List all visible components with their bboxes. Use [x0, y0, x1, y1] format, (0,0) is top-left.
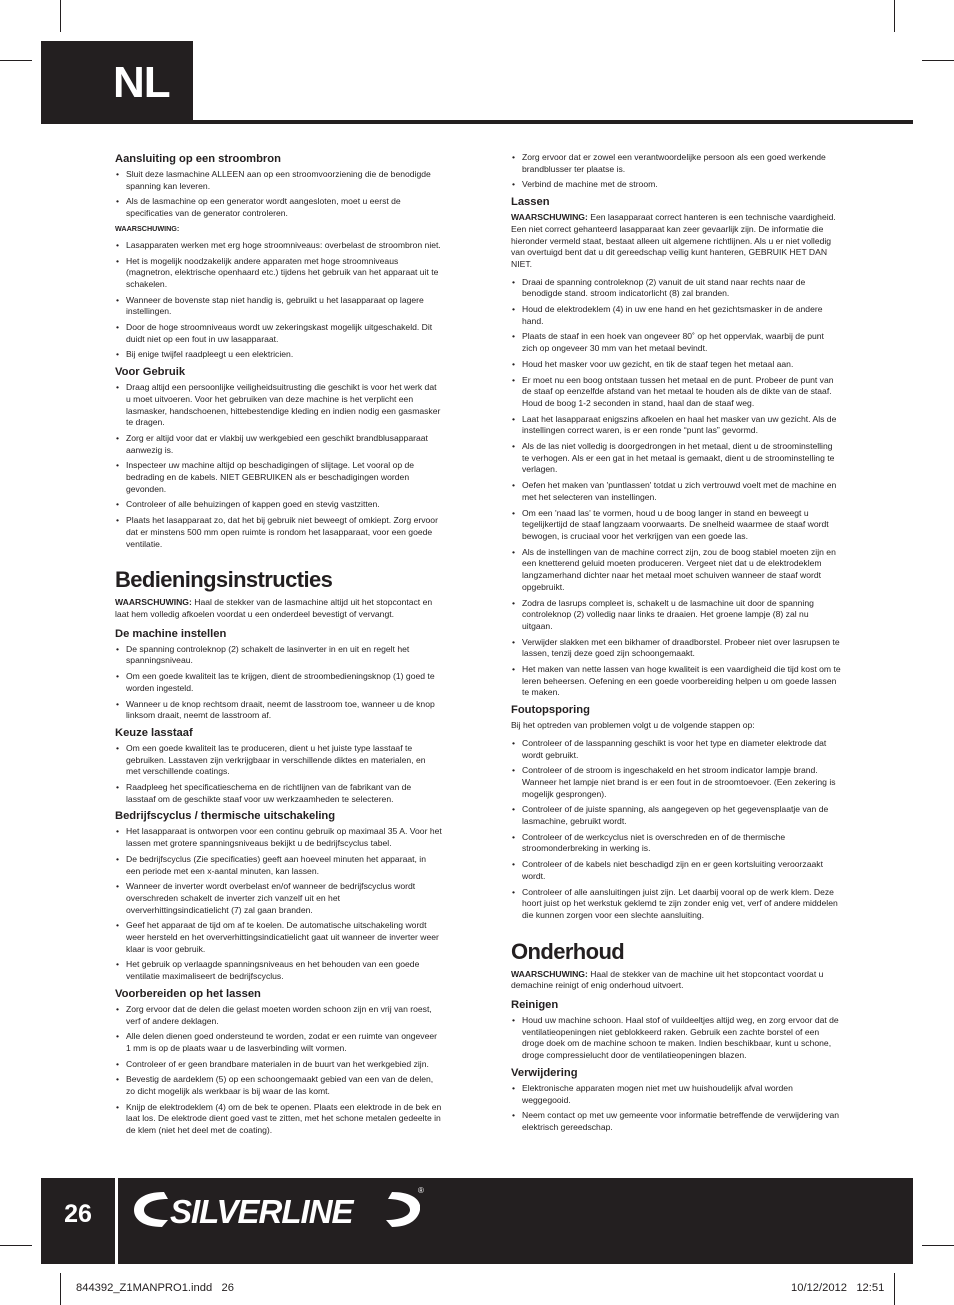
list-item: • Draai de spanning controleknop (2) vanuit de uit stand naar rechts naar de benodigde stand. stroom indicatorlicht (8) zal branden. — [511, 277, 841, 300]
silverline-logo — [130, 1184, 420, 1234]
list-item: • Het lasapparaat is ontworpen voor een continu gebruik op maximaal 35 A. Voor het lassen met grotere spanningsniveaus bekijkt u de bedrijfscyclus tabel. — [115, 826, 442, 849]
bullet-list — [511, 277, 841, 700]
bullet-list — [511, 1015, 841, 1062]
list-item: • Controleer of er geen brandbare materialen in de buurt van het werkgebied zijn. — [115, 1059, 442, 1071]
bullet-list — [511, 152, 841, 191]
bullet-list — [115, 382, 442, 550]
list-item: • Zodra de lasrups compleet is, schakelt u de lasmachine uit door de spanning controleknop (2) volledig naar links te draaien. Het groene lampje (8) zal nu uitgaan. — [511, 598, 841, 633]
crop-mark — [0, 1245, 32, 1246]
left-column — [115, 152, 442, 1141]
section-heading: Lassen — [511, 196, 550, 209]
bullet-list — [511, 1083, 841, 1134]
list-item: • Als de lasmachine op een generator wordt aangesloten, moet u eerst de specificaties van de generator controleren. — [115, 196, 442, 219]
crop-mark — [922, 60, 954, 61]
date-slug: 10/12/2012 12:51 — [791, 1282, 885, 1294]
warning-text: Haal de stekker van de lasmachine altijd uit het stopcontact en laat hem volledig afkoelen voordat u een onderdeel bevestigt of vervangt. — [115, 597, 433, 619]
page-number: 26 — [64, 1200, 92, 1228]
list-item: • Houd uw machine schoon. Haal stof of vuildeeltjes altijd weg, en zorg ervoor dat de ventilatieopeningen niet geblokkeerd raken. Gebruik een zachte borstel of een droge doek om de machine schoon te maken. Indien beschikbaar, kunt u schone, droge compressielucht door de ventilatieopeningen blazen. — [511, 1015, 841, 1062]
list-item: • Houd de elektrodeklem (4) in uw ene hand en het gezichtsmasker in de andere hand. — [511, 304, 841, 327]
list-item: • Bevestig de aardeklem (5) op een schoongemaakt gebied van een van de delen, zo dicht mogelijk als werkbaar is bij waar de las komt. — [115, 1074, 442, 1097]
chapter-title: Onderhoud — [511, 938, 625, 964]
list-item: • Elektronische apparaten mogen niet met uw huishoudelijk afval worden weggegooid. — [511, 1083, 841, 1106]
section-heading: Foutopsporing — [511, 704, 590, 717]
list-item: • Controleer of de stroom is ingeschakeld en het stroom indicator lampje brand. Wanneer het lampje niet brand is er een fout in de stroomtoevoer. (Een zekering is mogelijk gesprongen). — [511, 765, 841, 800]
list-item: • Controleer of de kabels niet beschadigd zijn en er geen kortsluiting veroorzaakt wordt. — [511, 859, 841, 882]
warning-label: WAARSCHUWING: — [511, 968, 588, 979]
list-item: • Als de instellingen van de machine correct zijn, zou de boog stabiel moeten zijn en een knetterend geluid moeten produceren. Vergeet niet dat u de elektrodeklem langzamerhand dichter naar het metaal moet schuiven wanneer de staaf wordt opgebruikt. — [511, 547, 841, 594]
list-item: • Houd het masker voor uw gezicht, en tik de staaf tegen het metaal aan. — [511, 359, 841, 371]
list-item: • Door de hoge stroomniveaus wordt uw zekeringskast mogelijk uitgeschakeld. Dit duidt niet op een fout in uw lasapparaat. — [115, 322, 442, 345]
right-column — [511, 152, 841, 1138]
header-rule — [193, 120, 913, 124]
file-slug: 844392_Z1MANPRO1.indd 26 — [76, 1282, 234, 1294]
intro-paragraph: Bij het optreden van problemen volgt u de volgende stappen op: — [511, 720, 755, 731]
list-item: • Draag altijd een persoonlijke veiligheidsuitrusting die geschikt is voor het werk dat u moet uitvoeren. Voor het gebruiken van deze machine is het verplicht een lasmasker, handschoenen, hittebestendige kleding en indien nodig een gasmasker te dragen. — [115, 382, 442, 429]
crop-mark — [60, 0, 61, 32]
list-item: • Zorg er altijd voor dat er vlakbij uw werkgebied een geschikt brandblusapparaat aanwezig is. — [115, 433, 442, 456]
list-item: • Raadpleeg het specificatieschema en de richtlijnen van de fabrikant van de lasstaaf om de geschikte staaf voor uw werkzaamheden te selecteren. — [115, 782, 442, 805]
list-item: • Er moet nu een boog ontstaan tussen het metaal en de punt. Probeer de punt van de staaf op eenzelfde afstand van het metaal te houden als de dikte van de staaf. Houd de boog 1-2 seconden in stand, haal dan de staaf weg. — [511, 375, 841, 410]
logo-wordmark: SILVERLINE — [170, 1193, 353, 1230]
list-item: • Het maken van nette lassen van hoge kwaliteit is een vaardigheid die tijd kost om te leren beheersen. Oefening en een goede voorbereiding helpen u om goede lassen te maken. — [511, 664, 841, 699]
crop-mark — [60, 1273, 61, 1305]
list-item: • Neem contact op met uw gemeente voor informatie betreffende de verwijdering van elektrisch gereedschap. — [511, 1110, 841, 1133]
bullet-list — [115, 1004, 442, 1137]
list-item: • Controleer of alle behuizingen of kappen goed en stevig vastzitten. — [115, 499, 442, 511]
list-item: • Het gebruik op verlaagde spanningsniveaus en het behouden van een goede ventilatie maximaliseert de bedrijfscyclus. — [115, 959, 442, 982]
list-item: • De spanning controleknop (2) schakelt de lasinverter in en uit en regelt het spanningsniveau. — [115, 644, 442, 667]
section-heading: Voor Gebruik — [115, 366, 186, 379]
language-tab: NL — [41, 41, 193, 124]
bullet-list — [115, 240, 442, 361]
list-item: • Geef het apparaat de tijd om af te koelen. De automatische uitschakeling wordt weer hersteld en het oververhittingsindicatielicht gaat uit wanneer de inverter weer klaar is voor gebruik. — [115, 920, 442, 955]
list-item: • Als de las niet volledig is doorgedrongen in het metaal, dient u de stroominstelling te verhogen. Als er een gat in het metaal is gemaakt, dient u de stroominstelling te verlagen. — [511, 441, 841, 476]
list-item: • Om een goede kwaliteit las te krijgen, dient de stroombedieningsknop (1) goed te worden ingesteld. — [115, 671, 442, 694]
list-item: • Wanneer de bovenste stap niet handig is, gebruikt u het lasapparaat op lagere instellingen. — [115, 295, 442, 318]
crop-mark — [894, 1273, 895, 1305]
crop-mark — [894, 0, 895, 32]
list-item: • Zorg ervoor dat de delen die gelast moeten worden schoon zijn en vrij van roest, verf of andere deklagen. — [115, 1004, 442, 1027]
list-item: • Om een goede kwaliteit las te produceren, dient u het juiste type lasstaaf te gebruiken. Lasstaven zijn verkrijgbaar in verschillende diktes en materialen, en met verschillende coatings. — [115, 743, 442, 778]
bullet-list — [115, 826, 442, 982]
bullet-list — [511, 738, 841, 922]
section-heading: Reinigen — [511, 999, 559, 1012]
list-item: • Bij enige twijfel raadpleegt u een elektricien. — [115, 349, 442, 361]
registered-mark: ® — [418, 1186, 424, 1195]
list-item: • Inspecteer uw machine altijd op beschadigingen of slijtage. Let vooral op de bedrading en de kabels. NIET GEBRUIKEN als er beschadigingen worden gevonden. — [115, 460, 442, 495]
chapter-title: Bedieningsinstructies — [115, 567, 333, 593]
list-item: • Zorg ervoor dat er zowel een verantwoordelijke persoon als een goed werkende brandblusser ter plaatse is. — [511, 152, 841, 175]
bullet-list — [115, 169, 442, 220]
crop-mark — [0, 60, 32, 61]
list-item: • Controleer of de werkcyclus niet is overschreden en of de thermische stroomonderbreking in werking is. — [511, 832, 841, 855]
list-item: • Oefen het maken van 'puntlassen' totdat u zich vertrouwd voelt met de machine en met het selecteren van instellingen. — [511, 480, 841, 503]
list-item: • Lasapparaten werken met erg hoge stroomniveaus: overbelast de stroombron niet. — [115, 240, 442, 252]
bullet-list — [115, 743, 442, 806]
list-item: • Verwijder slakken met een bikhamer of draadborstel. Probeer niet over lasrupsen te lassen, tenzij deze goed zijn schoongemaakt. — [511, 637, 841, 660]
footer-divider — [115, 1178, 118, 1264]
warning-paragraph — [115, 597, 442, 620]
list-item: • Wanneer u de knop rechtsom draait, neemt de lasstroom toe, wanneer u de knop linksom draait, neemt de lasstroom af. — [115, 699, 442, 722]
section-heading: Verwijdering — [511, 1066, 578, 1079]
crop-mark — [922, 1245, 954, 1246]
warning-label: WAARSCHUWING: — [115, 223, 180, 233]
section-heading: Keuze lasstaaf — [115, 726, 193, 739]
section-heading: Aansluiting op een stroombron — [115, 153, 281, 165]
list-item: • Controleer of alle aansluitingen juist zijn. Let daarbij vooral op de werk klem. Deze hoort juist op het werkstuk geklemd te zijn zonder enig vet, verf of andere middelen die kunnen zorgen voor een slechte aansluiting. — [511, 887, 841, 922]
logo-swoosh-right-icon — [386, 1192, 420, 1227]
list-item: • Controleer of de juiste spanning, als aangegeven op het gegevensplaatje van de lasmachine, gebruikt wordt. — [511, 804, 841, 827]
list-item: • Sluit deze lasmachine ALLEEN aan op een stroomvoorziening die de benodigde spanning kan leveren. — [115, 169, 442, 192]
warning-paragraph — [511, 969, 841, 992]
list-item: • Wanneer de inverter wordt overbelast en/of wanneer de bedrijfscyclus wordt overschreden schakelt de inverter zich vanzelf uit en het oververhittingsindicatielicht (7) zal gaan branden. — [115, 881, 442, 916]
logo-swoosh-left-icon — [134, 1192, 168, 1227]
warning-label: WAARSCHUWING: — [511, 212, 588, 223]
section-heading: Voorbereiden op het lassen — [115, 987, 261, 1000]
list-item: • Het is mogelijk noodzakelijk andere apparaten met hoge stroomniveaus (magnetron, elektrische openhaard etc.) tijdens het gebruik van het apparaat uit te schakelen. — [115, 256, 442, 291]
list-item: • Controleer of de lasspanning geschikt is voor het type en diameter elektrode dat wordt gebruikt. — [511, 738, 841, 761]
warning-label: WAARSCHUWING: — [115, 597, 192, 608]
section-heading: De machine instellen — [115, 627, 227, 640]
list-item: • Plaats de staaf in een hoek van ongeveer 80˚ op het oppervlak, waarbij de punt zich op ongeveer 30 mm van het metaal bevindt. — [511, 331, 841, 354]
warning-text: Een lasapparaat correct hanteren is een technische vaardigheid. Een niet correct gehanteerd lasapparaat kan zeer gevaarlijk zijn. De informatie die hieronder vermeld staat, bestaat alleen uit algemene richtlijnen. Als u er niet volledig van overtuigd bent dat u dit gereedschap veilig kunt hanteren, GEBRUIK HET DAN NIET. — [511, 212, 836, 269]
bullet-list — [115, 644, 442, 722]
list-item: • Alle delen dienen goed ondersteund te worden, zodat er een ruimte van ongeveer 1 mm is op de plaats waar u de lasverbinding wilt vormen. — [115, 1031, 442, 1054]
list-item: • Om een 'naad las' te vormen, houd u de boog langer in stand en beweegt u tegelijkertijd de staaf langzaam voorwaarts. De snelheid waarmee de staaf wordt bewogen, is cruciaal voor het verkrijgen van een goede las. — [511, 508, 841, 543]
list-item: • Laat het lasapparaat enigszins afkoelen en haal het masker van uw gezicht. Als de instellingen correct waren, is er een ronde “punt las” gevormd. — [511, 414, 841, 437]
section-heading: Bedrijfscyclus / thermische uitschakeling — [115, 810, 336, 823]
list-item: • Verbind de machine met de stroom. — [511, 179, 841, 191]
list-item: • De bedrijfscyclus (Zie specificaties) geeft aan hoeveel minuten het apparaat, in een periode met een x-aantal minuten, kan lassen. — [115, 854, 442, 877]
warning-paragraph — [511, 212, 841, 271]
list-item: • Plaats het lasapparaat zo, dat het bij gebruik niet beweegt of omkiept. Zorg ervoor dat er minstens 500 mm open ruimte is rondom het lasapparaat, voor een goede ventilatie. — [115, 515, 442, 550]
warning-text: Haal de stekker van de machine uit het stopcontact voordat u demachine reinigt of enig onderhoud uitvoert. — [511, 968, 824, 991]
list-item: • Knijp de elektrodeklem (4) om de bek te openen. Plaats een elektrode in de bek en laat los. De elektrode dient goed vast te zitten, met het schone metalen gedeelte in de klem (niet het deel met de coating). — [115, 1102, 442, 1137]
